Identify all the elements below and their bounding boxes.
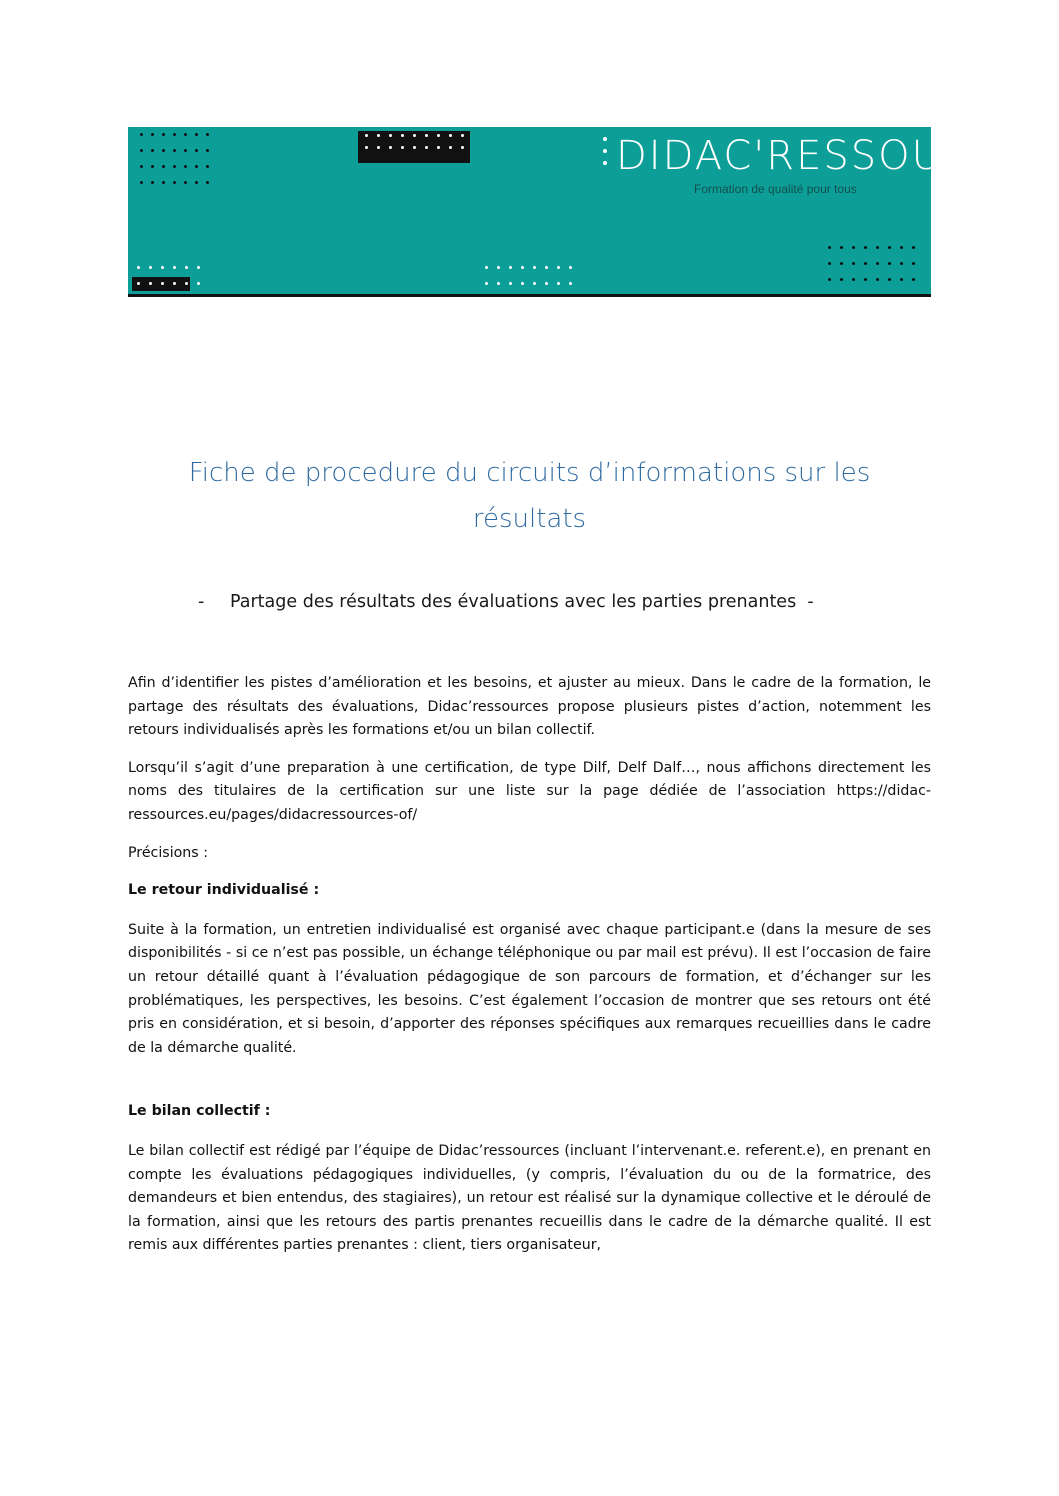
decorative-dot <box>365 134 368 137</box>
decorative-dot <box>461 134 464 137</box>
decorative-dot <box>900 262 903 265</box>
decorative-dot <box>557 282 560 285</box>
decorative-dot <box>149 266 152 269</box>
paragraph-certification <box>128 757 931 828</box>
decorative-dot <box>521 282 524 285</box>
decorative-dot <box>173 165 176 168</box>
decorative-dot <box>413 134 416 137</box>
decorative-dot <box>852 262 855 265</box>
brand-separator-dots <box>603 137 607 173</box>
decorative-dot <box>149 282 152 285</box>
decorative-dot <box>545 282 548 285</box>
decorative-dot <box>162 149 165 152</box>
decorative-dot <box>140 149 143 152</box>
decorative-dot <box>437 134 440 137</box>
decorative-dot <box>533 266 536 269</box>
dot-pattern-bottom-left <box>132 266 204 298</box>
decorative-dot <box>900 278 903 281</box>
decorative-dot <box>173 133 176 136</box>
decorative-dot <box>912 278 915 281</box>
decorative-dot <box>876 246 879 249</box>
decorative-dot <box>485 266 488 269</box>
association-page-link[interactable]: https://didac-ressources.eu/pages/didacressources-of/ <box>128 783 931 823</box>
subtitle-dash-left: - <box>198 592 205 612</box>
decorative-dot <box>151 181 154 184</box>
decorative-dot <box>195 165 198 168</box>
decorative-dot <box>162 133 165 136</box>
decorative-dot <box>461 146 464 149</box>
decorative-dot <box>828 246 831 249</box>
decorative-dot <box>557 266 560 269</box>
document-body <box>128 672 931 1272</box>
decorative-dot <box>533 282 536 285</box>
decorative-dot <box>140 165 143 168</box>
decorative-dot <box>195 133 198 136</box>
decorative-dot <box>912 262 915 265</box>
decorative-dot <box>840 246 843 249</box>
dot-pattern-top-center <box>360 134 468 158</box>
decorative-dot <box>184 165 187 168</box>
heading-retour-individualise: Le retour individualisé : <box>128 882 320 899</box>
decorative-dot <box>401 146 404 149</box>
decorative-dot <box>413 146 416 149</box>
decorative-dot <box>864 278 867 281</box>
decorative-dot <box>185 282 188 285</box>
paragraph-precisions: Précisions : <box>128 844 208 861</box>
decorative-dot <box>195 149 198 152</box>
decorative-dot <box>900 246 903 249</box>
decorative-dot <box>888 246 891 249</box>
decorative-dot <box>828 278 831 281</box>
decorative-dot <box>876 278 879 281</box>
decorative-dot <box>437 146 440 149</box>
decorative-dot <box>184 133 187 136</box>
decorative-dot <box>140 133 143 136</box>
decorative-dot <box>449 134 452 137</box>
decorative-dot <box>497 266 500 269</box>
decorative-dot <box>377 134 380 137</box>
decorative-dot <box>401 134 404 137</box>
decorative-dot <box>509 266 512 269</box>
decorative-dot <box>509 282 512 285</box>
decorative-dot <box>852 246 855 249</box>
decorative-dot <box>206 165 209 168</box>
header-banner <box>128 127 1056 297</box>
decorative-dot <box>545 266 548 269</box>
decorative-dot <box>449 146 452 149</box>
decorative-dot <box>151 133 154 136</box>
decorative-dot <box>852 278 855 281</box>
decorative-dot <box>173 282 176 285</box>
decorative-dot <box>184 149 187 152</box>
decorative-dot <box>206 133 209 136</box>
dot-pattern-bottom-center <box>480 266 576 298</box>
decorative-dot <box>876 262 879 265</box>
decorative-dot <box>864 262 867 265</box>
decorative-dot <box>912 246 915 249</box>
brand-logo-text: DIDAC'RESSOURCES <box>616 133 1056 179</box>
decorative-dot <box>195 181 198 184</box>
decorative-dot <box>840 262 843 265</box>
decorative-dot <box>185 266 188 269</box>
subtitle-text: Partage des résultats des évaluations avec les parties prenantes <box>230 592 797 612</box>
decorative-dot <box>485 282 488 285</box>
brand-tagline: Formation de qualité pour tous <box>694 182 857 196</box>
decorative-dot <box>569 266 572 269</box>
decorative-dot <box>151 149 154 152</box>
decorative-dot <box>161 266 164 269</box>
paragraph-certification-text: Lorsqu’il s’agit d’une preparation à une certification, de type Dilf, Delf Dalf…, nous affichons directement les noms des titulaires de la certification sur une liste sur la page dédiée de l’association <box>128 759 931 800</box>
decorative-dot <box>197 266 200 269</box>
decorative-dot <box>864 246 867 249</box>
document-subtitle <box>198 592 814 612</box>
decorative-dot <box>137 266 140 269</box>
decorative-dot <box>828 262 831 265</box>
decorative-dot <box>137 282 140 285</box>
decorative-dot <box>184 181 187 184</box>
decorative-dot <box>206 181 209 184</box>
document-title: Fiche de procedure du circuits d’informations sur les résultats <box>188 458 871 534</box>
decorative-dot <box>497 282 500 285</box>
decorative-dot <box>162 165 165 168</box>
decorative-dot <box>377 146 380 149</box>
decorative-dot <box>173 149 176 152</box>
decorative-dot <box>206 149 209 152</box>
paragraph-intro: Afin d’identifier les pistes d’amélioration et les besoins, et ajuster au mieux. Dans le cadre de la formation, le partage des résultats des évaluations, Didac’ressources propose plusieurs pistes d’action, notemment les retours individualisés après les formations et/ou un bilan collectif. <box>128 675 931 739</box>
decorative-dot <box>140 181 143 184</box>
decorative-dot <box>173 266 176 269</box>
heading-bilan-collectif: Le bilan collectif : <box>128 1103 271 1120</box>
paragraph-bilan-collectif: Le bilan collectif est rédigé par l’équipe de Didac’ressources (incluant l’intervenant.e. referent.e), en prenant en compte les évaluations pédagogiques individuelles, (y compris, l’évaluation du ou de la formatrice, des demandeurs et bien entendus, des stagiaires), un retour est réalisé sur la dynamique collective et le déroulé de la formation, ainsi que les retours des partis prenantes recueillis dans le cadre de la démarche qualité. Il est remis aux différentes parties prenantes : client, tiers organisateur, <box>128 1142 931 1254</box>
decorative-dot <box>151 165 154 168</box>
decorative-dot <box>389 134 392 137</box>
decorative-dot <box>840 278 843 281</box>
decorative-dot <box>521 266 524 269</box>
decorative-dot <box>425 134 428 137</box>
decorative-dot <box>425 146 428 149</box>
decorative-dot <box>569 282 572 285</box>
dot-pattern-top-left <box>136 133 213 197</box>
decorative-dot <box>173 181 176 184</box>
paragraph-retour-individualise: Suite à la formation, un entretien individualisé est organisé avec chaque participant.e (dans la mesure de ses disponibilités - si ce n’est pas possible, un échange téléphonique ou par mail est prévu). Il est l’occasion de faire un retour détaillé quant à l’évaluation pédagogique de son parcours de formation, et d’échanger sur les problématiques, les perspectives, les besoins. C’est également l’occasion de montrer que ses retours ont été pris en considération, et si besoin, d’apporter des réponses spécifiques aux remarques recueillies dans le cadre de la démarche qualité. <box>128 921 931 1056</box>
decorative-dot <box>888 262 891 265</box>
decorative-dot <box>162 181 165 184</box>
subtitle-dash-right: - <box>807 592 814 612</box>
decorative-dot <box>888 278 891 281</box>
decorative-dot <box>197 282 200 285</box>
decorative-dot <box>161 282 164 285</box>
decorative-dot <box>389 146 392 149</box>
dot-pattern-bottom-right <box>823 246 919 294</box>
decorative-dot <box>365 146 368 149</box>
